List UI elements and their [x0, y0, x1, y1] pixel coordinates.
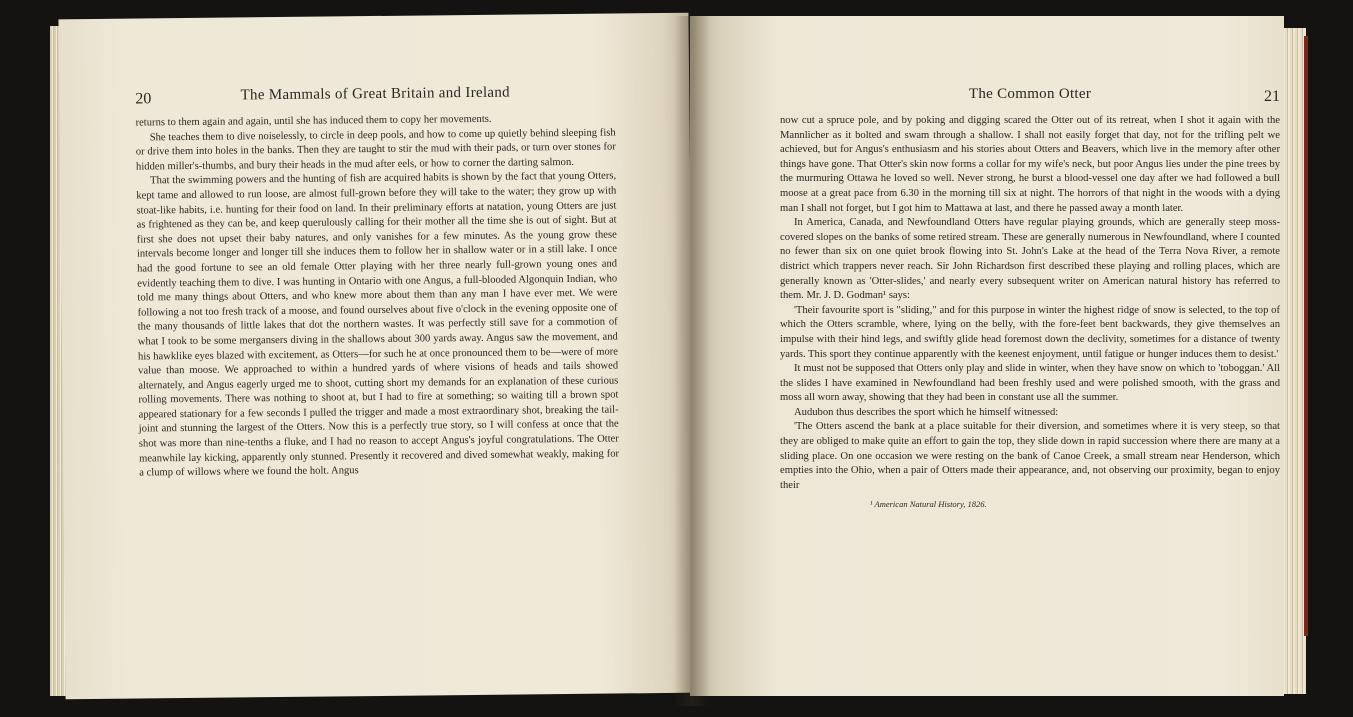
paragraph: She teaches them to dive noiselessly, to circle in deep pools, and how to come up quietly behind sleeping fish or drive them into holes in the banks. Then they are taught to stir the mud with their pads, or turn over stones for hidden miller's-thumbs, and bury their heads in the mud after eels, or how to corner the darting salmon. [135, 127, 616, 173]
running-title: The Mammals of Great Britain and Ireland [240, 84, 511, 104]
running-title: The Common Otter [968, 86, 1092, 102]
paragraph: 'Their favourite sport is "sliding," and for this purpose in winter the highest ridge of snow is selected, to the top of which the Otters scramble, where, lying on the belly, with the fore-feet bent backwards, they give themselves an impulse with their hind legs, and swiftly glide head foremost down the declivity, sometimes for a distance of twenty yards. This sport they continue apparently with the keenest enjoyment, until fatigue or hunger induces them to desist.' [780, 304, 1280, 360]
right-page [690, 16, 1284, 696]
page-number: 21 [1264, 88, 1280, 105]
right-page-body [780, 114, 1280, 493]
paragraph: returns to them again and again, until she has induced them to copy her movements. [135, 113, 492, 129]
paragraph: 'The Otters ascend the bank at a place suitable for their diversion, and sometimes where it is very steep, so that they are obliged to make quite an effort to gain the top, they slide down in rapid succession where there are many at a sliding place. On one occasion we were resting on the bank of Canoe Creek, a small stream near Henderson, which empties into the Ohio, when a pair of Otters made their appearance, and, not observing our proximity, began to enjoy their [780, 421, 1280, 491]
left-page-body [135, 111, 619, 481]
book-gutter [674, 16, 710, 706]
right-page-header [780, 86, 1280, 108]
open-book [14, 6, 1344, 714]
left-page-header [135, 83, 615, 110]
paragraph: In America, Canada, and Newfoundland Otters have regular playing grounds, which are generally steep moss-covered slopes on the banks of some retired stream. These are generally numerous in Newfoundland, where I counted no fewer than six on one quiet brook flowing into St. John's Lake at the head of the Terra Nova River, a remote district which trappers never reach. Sir John Richardson first described these playing and rolling places, which are generally known as 'Otter-slides,' and nearly every subsequent writer on American natural history has referred to them. Mr. J. D. Godman¹ says: [780, 217, 1280, 302]
paragraph: That the swimming powers and the hunting of fish are acquired habits is shown by the fact that young Otters, kept tame and allowed to run loose, are almost full-grown before they will take to the water; they grow up with stoat-like habits, i.e. hunting for their food on land. In their preliminary efforts at natation, young Otters are just as frightened as they can be, and keep querulously calling for their mother all the time she is out of sight. But at first she does not upset their baby natures, and only vanishes for a few minutes. As the young grow these intervals become longer and longer till she induces them to follow her in shallow water or in a still lake. I once had the good fortune to see an old female Otter playing with her three nearly full-grown young ones and evidently teaching them to dive. I was hunting in Ontario with one Angus, a full-blooded Algonquin Indian, who told me many things about Otters, and who knew more about them than any man I have ever met. We were following a not too fresh track of a moose, and found ourselves about five o'clock in the evening opposite one of the many thousands of little lakes that dot the northern wastes. It was perfectly still save for a commotion of what I took to be some mergansers diving in the shallows about 300 yards away. Angus saw the movement, and his hawklike eyes blazed with excitement, as Otters—for such he at once pronounced them to be—were of more value than moose. We approached to within a hundred yards of where visions of heads and tails showed alternately, and Angus eagerly urged me to shoot, cutting short my demands for an explanation of these curious rolling movements. There was nothing to shoot at, but I had to fire at something; so waiting till a brown spot appeared stationary for a few seconds I pulled the trigger and made a most extraordinary shot, breaking the tail-joint and stunning the largest of the Otters. Now this is a perfectly true story, so I will confess at once that the shot was more than nine-tenths a fluke, and I had no reason to accept Angus's joyful congratulations. The Otter meanwhile lay kicking, apparently only stunned. Presently it recovered and dived somewhat weakly, making for a clump of willows where we found the holt. Angus [136, 170, 620, 479]
footnote: ¹ American Natural History, 1826. [870, 499, 987, 510]
book-cover-edge [1304, 36, 1308, 636]
right-page-content [780, 86, 1280, 509]
left-page [58, 13, 695, 700]
paragraph: Audubon thus describes the sport which he himself witnessed: [794, 406, 1059, 418]
left-page-content [135, 83, 619, 481]
paragraph: now cut a spruce pole, and by poking and digging scared the Otter out of its retreat, when I shot it again with the Mannlicher as it bolted and swam through a shallow. I shall not easily forget that day, not for the trifling pelt we achieved, but for Angus's enthusiasm and his stories about Otters and Beavers, which live in the memory after other things have gone. That Otter's skin now forms a collar for my wife's neck, but poor Angus lies under the pine trees by the murmuring Ottawa he loved so well. Never strong, he burst a blood-vessel one day after we had followed a bull moose at a great pace from 6.30 in the morning till six at night. The horrors of that night in the woods with a dying man I shall not forget, but I got him to Mattawa at last, and there he passed away a month later. [780, 115, 1280, 214]
paragraph: It must not be supposed that Otters only play and slide in winter, when they have snow on which to 'toboggan.' All the slides I have examined in Newfoundland had been freshly used and were polished smooth, with the grass and moss all worn away, showing that they had been in constant use all the summer. [780, 363, 1280, 404]
page-number: 20 [135, 90, 152, 108]
